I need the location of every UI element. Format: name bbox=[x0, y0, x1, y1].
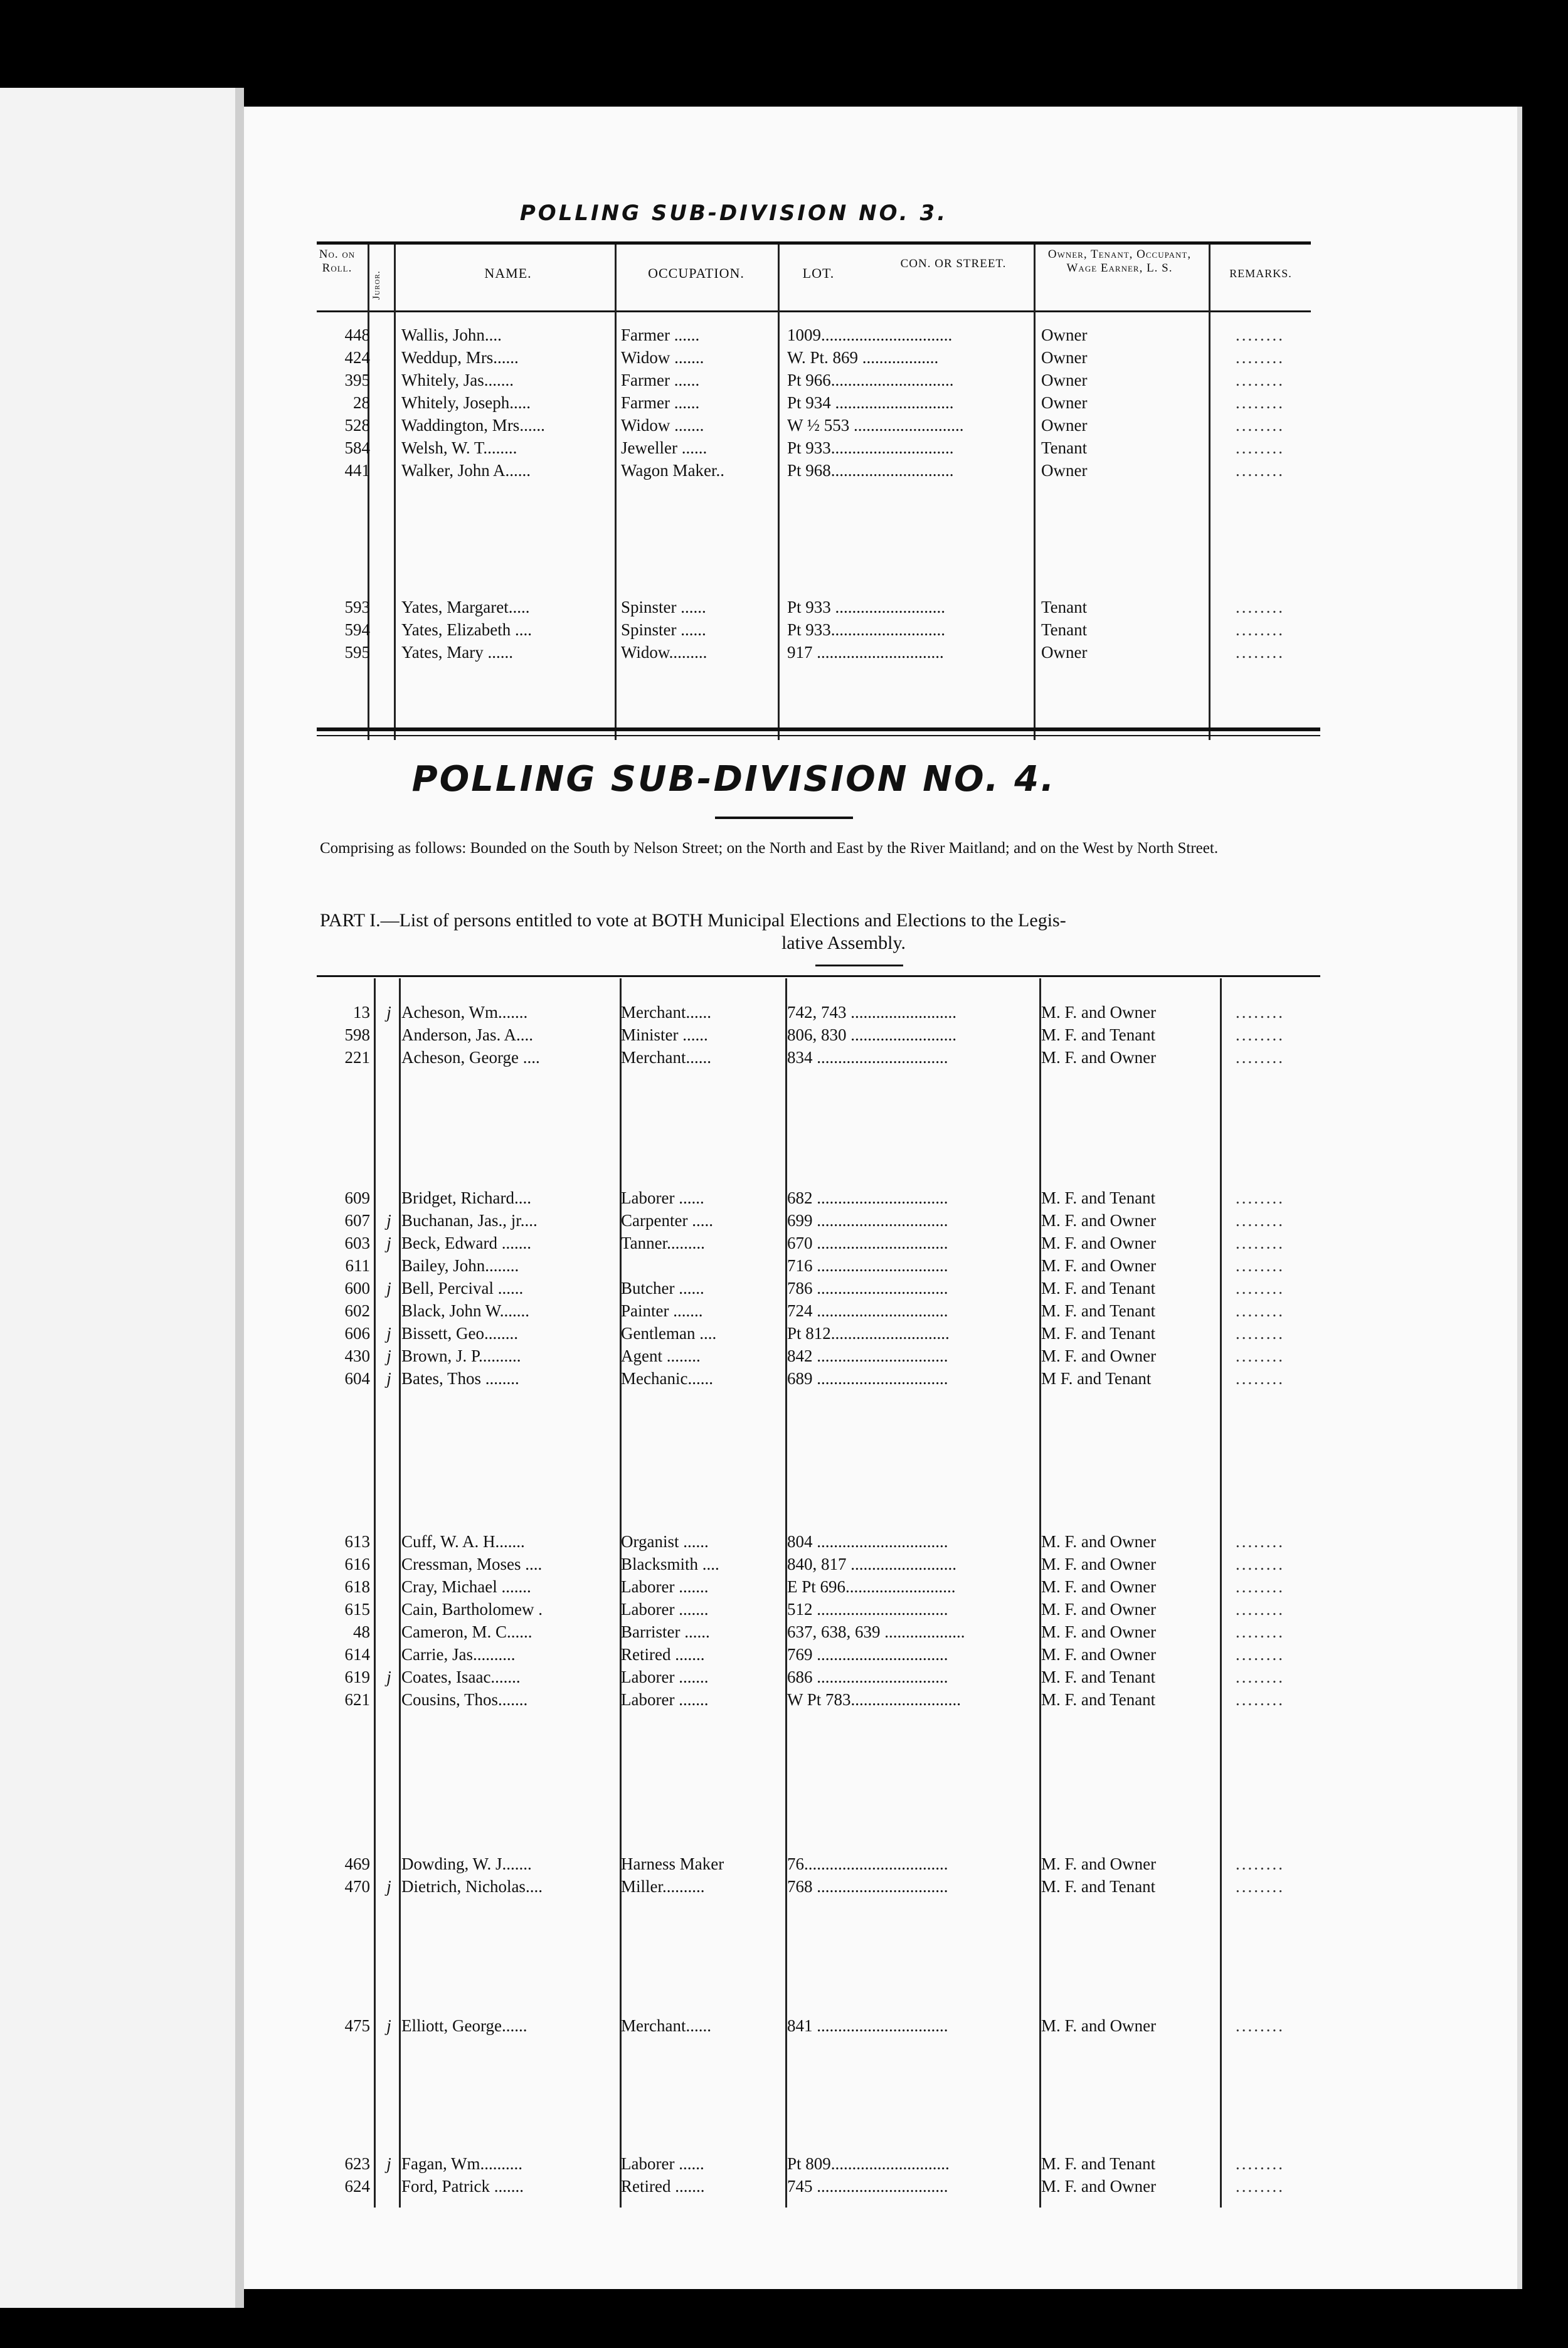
col-rule-no bbox=[368, 245, 369, 740]
voter-status: Tenant bbox=[1041, 438, 1088, 457]
voter-name: Cousins, Thos....... bbox=[401, 1690, 528, 1709]
roll-number: 28 bbox=[353, 393, 370, 412]
roll-number: 13 bbox=[353, 1003, 370, 1022]
roll-number: 448 bbox=[344, 325, 370, 344]
section-3-title: POLLING SUB-DIVISION NO. 3. bbox=[519, 201, 948, 226]
voter-lot: 769 ............................... bbox=[787, 1645, 948, 1664]
voter-status: Owner bbox=[1041, 416, 1088, 435]
juror-mark: j bbox=[386, 1279, 391, 1298]
voter-lot: 804 ............................... bbox=[787, 1532, 948, 1551]
voter-lot: W. Pt. 869 .................. bbox=[787, 348, 939, 367]
voter-row bbox=[307, 1853, 1336, 1875]
voter-lot: Pt 968............................. bbox=[787, 461, 954, 480]
voter-name: Bates, Thos ........ bbox=[401, 1369, 519, 1388]
voter-occupation: Spinster ...... bbox=[621, 620, 706, 639]
voter-row bbox=[307, 1277, 1336, 1299]
voter-name: Bailey, John........ bbox=[401, 1256, 519, 1275]
voter-row bbox=[307, 1666, 1336, 1688]
voter-lot: Pt 933............................. bbox=[787, 438, 954, 457]
juror-mark: j bbox=[386, 1234, 391, 1252]
voter-status: Owner bbox=[1041, 393, 1088, 412]
voter-name: Whitely, Jas....... bbox=[401, 371, 514, 389]
voter-name: Yates, Mary ...... bbox=[401, 643, 514, 662]
voter-status: M. F. and Tenant bbox=[1041, 1324, 1156, 1343]
page-edge bbox=[1517, 107, 1522, 2289]
roll-number: 611 bbox=[345, 1256, 370, 1275]
roll-number: 470 bbox=[344, 1877, 370, 1896]
voter-name: Coates, Isaac....... bbox=[401, 1668, 521, 1686]
header-con-or-street: CON. OR STREET. bbox=[900, 257, 1007, 270]
voter-name: Wallis, John.... bbox=[401, 325, 502, 344]
voter-occupation: Wagon Maker.. bbox=[621, 461, 725, 480]
voter-lot: E Pt 696.......................... bbox=[787, 1577, 956, 1596]
voter-name: Waddington, Mrs...... bbox=[401, 416, 545, 435]
section-4-table-rule bbox=[317, 975, 1320, 977]
roll-number: 624 bbox=[344, 2177, 370, 2196]
voter-status: M. F. and Owner bbox=[1041, 1645, 1157, 1664]
voter-lot: 76.................................. bbox=[787, 1854, 948, 1873]
voter-name: Cameron, M. C...... bbox=[401, 1622, 532, 1641]
voter-occupation: Farmer ...... bbox=[621, 325, 700, 344]
voter-occupation: Carpenter ..... bbox=[621, 1211, 713, 1230]
voter-status: Owner bbox=[1041, 643, 1088, 662]
juror-mark: j bbox=[386, 1369, 391, 1388]
voter-lot: 840, 817 ......................... bbox=[787, 1555, 956, 1573]
voter-name: Walker, John A...... bbox=[401, 461, 531, 480]
voter-remarks: ........ bbox=[1236, 1600, 1285, 1619]
voter-name: Whitely, Joseph..... bbox=[401, 393, 531, 412]
voter-status: M. F. and Tenant bbox=[1041, 1279, 1156, 1298]
voter-occupation: Painter ....... bbox=[621, 1301, 703, 1320]
voter-remarks: ........ bbox=[1236, 1577, 1285, 1596]
juror-mark: j bbox=[386, 2016, 391, 2035]
roll-number: 616 bbox=[344, 1555, 370, 1573]
voter-remarks: ........ bbox=[1236, 1211, 1285, 1230]
left-page-margin bbox=[0, 88, 235, 2308]
voter-name: Yates, Elizabeth .... bbox=[401, 620, 532, 639]
voter-lot: 670 ............................... bbox=[787, 1234, 948, 1252]
book-gutter bbox=[235, 88, 244, 2308]
voter-occupation: Blacksmith .... bbox=[621, 1555, 719, 1573]
roll-number: 613 bbox=[344, 1532, 370, 1551]
voter-remarks: ........ bbox=[1236, 1369, 1285, 1388]
voter-name: Black, John W....... bbox=[401, 1301, 530, 1320]
voter-name: Acheson, Wm....... bbox=[401, 1003, 528, 1022]
voter-lot: 917 .............................. bbox=[787, 643, 944, 662]
juror-mark: j bbox=[386, 1877, 391, 1896]
voter-row bbox=[307, 1254, 1336, 1277]
voter-occupation: Merchant...... bbox=[621, 2016, 711, 2035]
roll-number: 618 bbox=[344, 1577, 370, 1596]
roll-number: 623 bbox=[344, 2154, 370, 2173]
voter-status: M. F. and Owner bbox=[1041, 1256, 1157, 1275]
voter-occupation: Merchant...... bbox=[621, 1048, 711, 1067]
voter-remarks: ........ bbox=[1236, 438, 1285, 457]
voter-occupation: Butcher ...... bbox=[621, 1279, 704, 1298]
voter-occupation: Agent ........ bbox=[621, 1346, 701, 1365]
col-rule-juror bbox=[394, 245, 396, 740]
voter-remarks: ........ bbox=[1236, 2154, 1285, 2173]
voter-occupation: Laborer ....... bbox=[621, 1600, 709, 1619]
juror-mark: j bbox=[386, 1668, 391, 1686]
roll-number: 221 bbox=[344, 1048, 370, 1067]
voter-remarks: ........ bbox=[1236, 2177, 1285, 2196]
roll-number: 603 bbox=[344, 1234, 370, 1252]
voter-occupation: Laborer ....... bbox=[621, 1668, 709, 1686]
voter-status: M. F. and Owner bbox=[1041, 1234, 1157, 1252]
voter-lot: 841 ............................... bbox=[787, 2016, 948, 2035]
voter-occupation: Organist ...... bbox=[621, 1532, 709, 1551]
voter-status: M. F. and Tenant bbox=[1041, 2154, 1156, 2173]
roll-number: 469 bbox=[344, 1854, 370, 1873]
voter-status: M. F. and Tenant bbox=[1041, 1877, 1156, 1896]
voter-row bbox=[307, 641, 1336, 664]
header-occupation: OCCUPATION. bbox=[648, 265, 744, 281]
voter-occupation: Barrister ...... bbox=[621, 1622, 710, 1641]
voter-occupation: Retired ....... bbox=[621, 1645, 705, 1664]
voter-lot: 1009............................... bbox=[787, 325, 953, 344]
part-heading-line2: lative Assembly. bbox=[781, 933, 906, 953]
voter-name: Beck, Edward ....... bbox=[401, 1234, 531, 1252]
roll-number: 607 bbox=[344, 1211, 370, 1230]
section-4-title: POLLING SUB-DIVISION NO. 4. bbox=[411, 759, 1056, 800]
voter-status: M. F. and Owner bbox=[1041, 1048, 1157, 1067]
voter-row bbox=[307, 1187, 1336, 1209]
roll-number: 615 bbox=[344, 1600, 370, 1619]
voter-occupation: Harness Maker bbox=[621, 1854, 724, 1873]
voter-occupation: Farmer ...... bbox=[621, 371, 700, 389]
col-rule-owner bbox=[1209, 245, 1210, 740]
roll-number: 602 bbox=[344, 1301, 370, 1320]
voter-status: M. F. and Tenant bbox=[1041, 1188, 1156, 1207]
voter-lot: 724 ............................... bbox=[787, 1301, 948, 1320]
voter-name: Buchanan, Jas., jr.... bbox=[401, 1211, 538, 1230]
voter-status: M. F. and Owner bbox=[1041, 2016, 1157, 2035]
voter-name: Cuff, W. A. H....... bbox=[401, 1532, 525, 1551]
voter-row bbox=[307, 324, 1336, 346]
voter-remarks: ........ bbox=[1236, 2016, 1285, 2035]
voter-remarks: ........ bbox=[1236, 371, 1285, 389]
roll-number: 598 bbox=[344, 1025, 370, 1044]
voter-row bbox=[307, 1688, 1336, 1711]
voter-occupation: Laborer ....... bbox=[621, 1690, 709, 1709]
title-underline bbox=[715, 817, 853, 819]
voter-row bbox=[307, 369, 1336, 391]
voter-row bbox=[307, 1575, 1336, 1598]
voter-status: M. F. and Owner bbox=[1041, 1600, 1157, 1619]
voter-occupation: Laborer ....... bbox=[621, 1577, 709, 1596]
voter-row bbox=[307, 2014, 1336, 2037]
voter-row bbox=[307, 1232, 1336, 1254]
voter-occupation: Laborer ...... bbox=[621, 2154, 704, 2173]
voter-remarks: ........ bbox=[1236, 1301, 1285, 1320]
roll-number: 593 bbox=[344, 598, 370, 616]
roll-number: 594 bbox=[344, 620, 370, 639]
voter-occupation: Mechanic...... bbox=[621, 1369, 713, 1388]
voter-row bbox=[307, 414, 1336, 436]
section-3-end-rule bbox=[317, 727, 1320, 731]
roll-number: 619 bbox=[344, 1668, 370, 1686]
voter-status: M. F. and Tenant bbox=[1041, 1025, 1156, 1044]
col-rule-name bbox=[615, 245, 617, 740]
voter-status: Tenant bbox=[1041, 598, 1088, 616]
voter-name: Cray, Michael ....... bbox=[401, 1577, 531, 1596]
voter-name: Fagan, Wm.......... bbox=[401, 2154, 522, 2173]
juror-mark: j bbox=[386, 2154, 391, 2173]
header-juror: Juror. bbox=[371, 270, 382, 300]
roll-number: 48 bbox=[353, 1622, 370, 1641]
voter-name: Dietrich, Nicholas.... bbox=[401, 1877, 543, 1896]
voter-name: Yates, Margaret..... bbox=[401, 598, 530, 616]
voter-status: M. F. and Tenant bbox=[1041, 1668, 1156, 1686]
voter-remarks: ........ bbox=[1236, 1854, 1285, 1873]
voter-row bbox=[307, 1322, 1336, 1345]
roll-number: 441 bbox=[344, 461, 370, 480]
voter-remarks: ........ bbox=[1236, 1645, 1285, 1664]
voter-status: M F. and Tenant bbox=[1041, 1369, 1152, 1388]
part-heading bbox=[320, 909, 1330, 955]
voter-name: Cain, Bartholomew . bbox=[401, 1600, 543, 1619]
voter-row bbox=[307, 1209, 1336, 1232]
voter-remarks: ........ bbox=[1236, 1877, 1285, 1896]
voter-occupation: Farmer ...... bbox=[621, 393, 700, 412]
voter-name: Welsh, W. T........ bbox=[401, 438, 517, 457]
voter-name: Bissett, Geo........ bbox=[401, 1324, 518, 1343]
voter-status: M. F. and Owner bbox=[1041, 1854, 1157, 1873]
col-rule-con bbox=[1034, 245, 1036, 740]
voter-name: Brown, J. P.......... bbox=[401, 1346, 521, 1365]
roll-number: 395 bbox=[344, 371, 370, 389]
roll-number: 475 bbox=[344, 2016, 370, 2035]
voter-remarks: ........ bbox=[1236, 1188, 1285, 1207]
voter-remarks: ........ bbox=[1236, 1025, 1285, 1044]
voter-lot: 686 ............................... bbox=[787, 1668, 948, 1686]
voter-row bbox=[307, 1875, 1336, 1898]
voter-status: M. F. and Owner bbox=[1041, 1346, 1157, 1365]
voter-row bbox=[307, 1046, 1336, 1069]
voter-lot: 716 ............................... bbox=[787, 1256, 948, 1275]
voter-remarks: ........ bbox=[1236, 325, 1285, 344]
voter-remarks: ........ bbox=[1236, 1690, 1285, 1709]
voter-lot: 512 ............................... bbox=[787, 1600, 948, 1619]
section-4-description: Comprising as follows: Bounded on the South by Nelson Street; on the North and East by the River Maitland; and on the West by North Street. bbox=[320, 840, 1219, 857]
voter-status: M. F. and Tenant bbox=[1041, 1301, 1156, 1320]
voter-row bbox=[307, 1621, 1336, 1643]
voter-remarks: ........ bbox=[1236, 1555, 1285, 1573]
roll-number: 614 bbox=[344, 1645, 370, 1664]
voter-status: Tenant bbox=[1041, 620, 1088, 639]
voter-remarks: ........ bbox=[1236, 393, 1285, 412]
voter-lot: W ½ 553 .......................... bbox=[787, 416, 964, 435]
voter-status: Owner bbox=[1041, 461, 1088, 480]
voter-occupation: Jeweller ...... bbox=[621, 438, 707, 457]
voter-row bbox=[307, 459, 1336, 482]
voter-row bbox=[307, 1023, 1336, 1046]
voter-status: M. F. and Owner bbox=[1041, 1532, 1157, 1551]
voter-remarks: ........ bbox=[1236, 1324, 1285, 1343]
juror-mark: j bbox=[386, 1346, 391, 1365]
voter-remarks: ........ bbox=[1236, 1048, 1285, 1067]
voter-row bbox=[307, 1299, 1336, 1322]
voter-remarks: ........ bbox=[1236, 1668, 1285, 1686]
voter-occupation: Miller.......... bbox=[621, 1877, 705, 1896]
voter-row bbox=[307, 2175, 1336, 2197]
header-lot: LOT. bbox=[802, 265, 835, 281]
voter-name: Elliott, George...... bbox=[401, 2016, 527, 2035]
voter-row bbox=[307, 436, 1336, 459]
voter-remarks: ........ bbox=[1236, 1234, 1285, 1252]
juror-mark: j bbox=[386, 1324, 391, 1343]
voter-lot: 742, 743 ......................... bbox=[787, 1003, 956, 1022]
voter-status: M. F. and Owner bbox=[1041, 1211, 1157, 1230]
roll-number: 609 bbox=[344, 1188, 370, 1207]
juror-mark: j bbox=[386, 1003, 391, 1022]
section-3-end-thin-rule bbox=[317, 735, 1320, 736]
voter-status: Owner bbox=[1041, 371, 1088, 389]
voter-remarks: ........ bbox=[1236, 598, 1285, 616]
voter-name: Weddup, Mrs...... bbox=[401, 348, 519, 367]
voter-lot: 768 ............................... bbox=[787, 1877, 948, 1896]
voter-remarks: ........ bbox=[1236, 348, 1285, 367]
voter-row bbox=[307, 1367, 1336, 1390]
voter-lot: Pt 809............................ bbox=[787, 2154, 950, 2173]
voter-occupation: Laborer ...... bbox=[621, 1188, 704, 1207]
voter-occupation: Merchant...... bbox=[621, 1003, 711, 1022]
voter-remarks: ........ bbox=[1236, 1256, 1285, 1275]
header-top-rule bbox=[317, 241, 1311, 245]
voter-status: M. F. and Owner bbox=[1041, 1577, 1157, 1596]
voter-row bbox=[307, 1643, 1336, 1666]
voter-remarks: ........ bbox=[1236, 1622, 1285, 1641]
roll-number: 600 bbox=[344, 1279, 370, 1298]
voter-lot: 842 ............................... bbox=[787, 1346, 948, 1365]
voter-occupation: Tanner......... bbox=[621, 1234, 705, 1252]
voter-lot: 806, 830 ......................... bbox=[787, 1025, 956, 1044]
header-bottom-rule bbox=[317, 310, 1311, 312]
voter-lot: 699 ............................... bbox=[787, 1211, 948, 1230]
voter-row bbox=[307, 1530, 1336, 1553]
voter-lot: 689 ............................... bbox=[787, 1369, 948, 1388]
voter-row bbox=[307, 1345, 1336, 1367]
voter-name: Bell, Percival ...... bbox=[401, 1279, 524, 1298]
voter-status: M. F. and Owner bbox=[1041, 1555, 1157, 1573]
voter-lot: W Pt 783.......................... bbox=[787, 1690, 961, 1709]
voter-lot: 834 ............................... bbox=[787, 1048, 948, 1067]
voter-row bbox=[307, 346, 1336, 369]
voter-remarks: ........ bbox=[1236, 1279, 1285, 1298]
voter-row bbox=[307, 596, 1336, 618]
voter-name: Ford, Patrick ....... bbox=[401, 2177, 524, 2196]
voter-name: Dowding, W. J....... bbox=[401, 1854, 532, 1873]
voter-remarks: ........ bbox=[1236, 1346, 1285, 1365]
roll-number: 584 bbox=[344, 438, 370, 457]
voter-remarks: ........ bbox=[1236, 643, 1285, 662]
voter-occupation: Widow ....... bbox=[621, 416, 704, 435]
part-heading-line1: PART I.—List of persons entitled to vote at BOTH Municipal Elections and Elections to the Legis- bbox=[320, 910, 1066, 931]
roll-number: 606 bbox=[344, 1324, 370, 1343]
voter-lot: 682 ............................... bbox=[787, 1188, 948, 1207]
voter-lot: 786 ............................... bbox=[787, 1279, 948, 1298]
voter-row bbox=[307, 391, 1336, 414]
voter-occupation: Retired ....... bbox=[621, 2177, 705, 2196]
roll-number: 424 bbox=[344, 348, 370, 367]
voter-lot: Pt 933 .......................... bbox=[787, 598, 946, 616]
voter-occupation: Gentleman .... bbox=[621, 1324, 717, 1343]
header-owner-tenant: Owner, Tenant, Occupant, Wage Earner, L. S. bbox=[1047, 248, 1192, 275]
voter-remarks: ........ bbox=[1236, 1003, 1285, 1022]
voter-occupation: Minister ...... bbox=[621, 1025, 708, 1044]
voter-lot: Pt 966............................. bbox=[787, 371, 954, 389]
roll-number: 621 bbox=[344, 1690, 370, 1709]
roll-number: 595 bbox=[344, 643, 370, 662]
roll-number: 430 bbox=[344, 1346, 370, 1365]
voter-row bbox=[307, 1001, 1336, 1023]
juror-mark: j bbox=[386, 1211, 391, 1230]
voter-occupation: Widow......... bbox=[621, 643, 707, 662]
voter-lot: Pt 934 ............................ bbox=[787, 393, 954, 412]
voter-row bbox=[307, 618, 1336, 641]
voter-row bbox=[307, 2152, 1336, 2175]
roll-number: 604 bbox=[344, 1369, 370, 1388]
voter-name: Bridget, Richard.... bbox=[401, 1188, 531, 1207]
roll-number: 528 bbox=[344, 416, 370, 435]
voter-status: M. F. and Tenant bbox=[1041, 1690, 1156, 1709]
voter-row bbox=[307, 1598, 1336, 1621]
voter-lot: 637, 638, 639 ................... bbox=[787, 1622, 965, 1641]
voter-remarks: ........ bbox=[1236, 1532, 1285, 1551]
voter-row bbox=[307, 1553, 1336, 1575]
voter-occupation: Spinster ...... bbox=[621, 598, 706, 616]
voter-occupation: Widow ....... bbox=[621, 348, 704, 367]
voter-lot: 745 ............................... bbox=[787, 2177, 948, 2196]
voter-name: Carrie, Jas.......... bbox=[401, 1645, 516, 1664]
voter-status: Owner bbox=[1041, 348, 1088, 367]
voter-lot: Pt 812............................ bbox=[787, 1324, 950, 1343]
header-name: NAME. bbox=[484, 265, 532, 281]
voter-remarks: ........ bbox=[1236, 620, 1285, 639]
voter-remarks: ........ bbox=[1236, 416, 1285, 435]
header-no-on-roll: No. on Roll. bbox=[319, 248, 356, 275]
voter-status: M. F. and Owner bbox=[1041, 2177, 1157, 2196]
voter-status: M. F. and Owner bbox=[1041, 1622, 1157, 1641]
voter-status: Owner bbox=[1041, 325, 1088, 344]
voter-status: M. F. and Owner bbox=[1041, 1003, 1157, 1022]
voter-name: Anderson, Jas. A.... bbox=[401, 1025, 533, 1044]
voter-name: Acheson, George .... bbox=[401, 1048, 540, 1067]
header-remarks: REMARKS. bbox=[1229, 267, 1292, 280]
part-underline bbox=[815, 965, 903, 966]
voter-lot: Pt 933........................... bbox=[787, 620, 946, 639]
voter-remarks: ........ bbox=[1236, 461, 1285, 480]
col-rule-occupation bbox=[778, 245, 780, 740]
voter-name: Cressman, Moses .... bbox=[401, 1555, 543, 1573]
